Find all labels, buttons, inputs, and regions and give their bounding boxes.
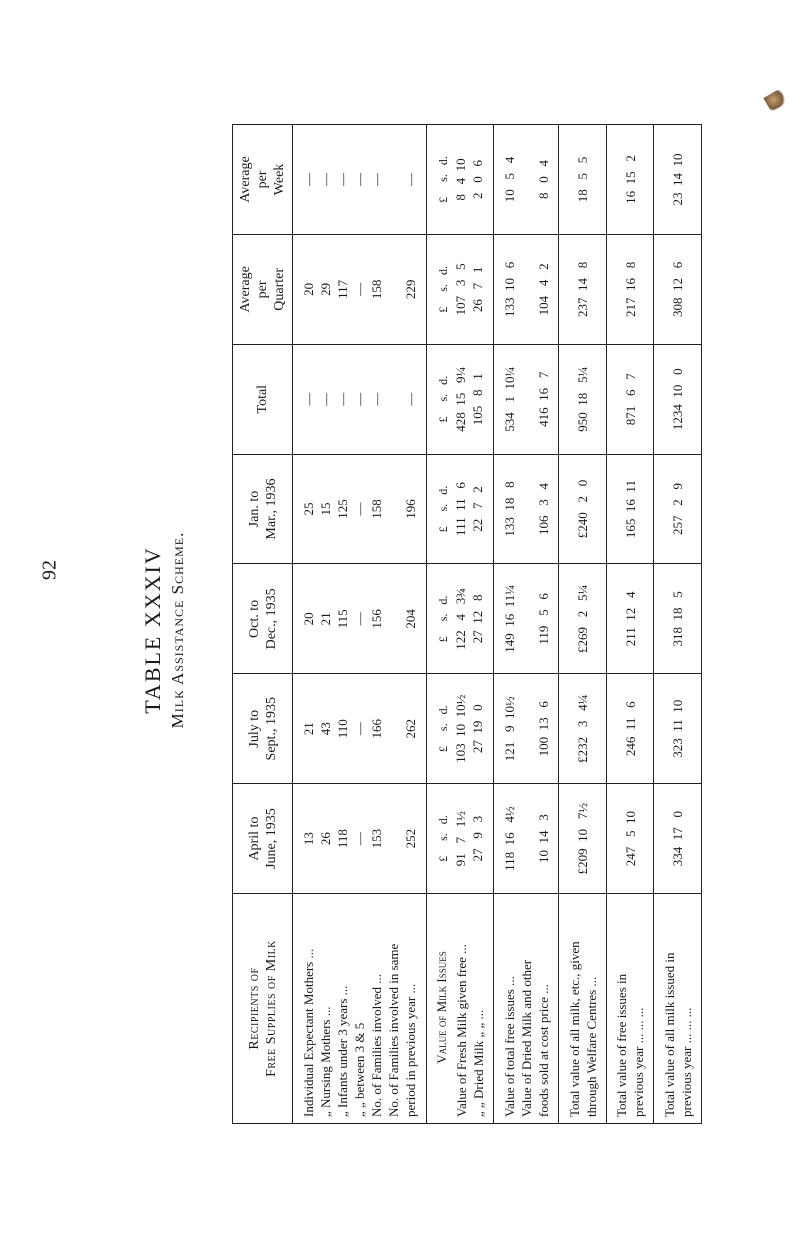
cell-free-prev-jan-mar: 165 16 11 bbox=[606, 454, 654, 564]
data-table bbox=[232, 124, 702, 1124]
cell-recipients-apr-jun: 13 26 118 — 153 252 bbox=[293, 784, 427, 894]
cell-free-sold-jul-sep: 121 9 10½ 100 13 6 bbox=[494, 674, 559, 784]
cell-welfare-jan-mar: £240 2 0 bbox=[559, 454, 607, 564]
row-label-welfare-centres-total: Total value of all milk, etc., given through Welfare Centres ... bbox=[559, 894, 607, 1124]
cell-all-prev-oct-dec: 318 18 5 bbox=[654, 564, 702, 674]
column-header-average-per-quarter: Average per Quarter bbox=[233, 234, 293, 344]
cell-recipients-avg-quarter: 20 29 117 — 158 229 bbox=[293, 234, 427, 344]
cell-free-sold-apr-jun: 118 16 4½ 10 14 3 bbox=[494, 784, 559, 894]
cell-welfare-avg-quarter: 237 14 8 bbox=[559, 234, 607, 344]
cell-milk-issues-avg-week: £ s. d. 8 4 10 2 0 6 bbox=[426, 125, 494, 235]
cell-free-prev-avg-quarter: 217 16 8 bbox=[606, 234, 654, 344]
row-label-recipients: Individual Expectant Mothers ... „ Nursing Mothers ... „ Infants under 3 years ... „ „ between 3 & 5 No. of Families involved ... No. of Families involved in same period in previous year ... bbox=[293, 894, 427, 1124]
table-number: TABLE XXXIV bbox=[140, 546, 165, 714]
cell-all-prev-jan-mar: 257 2 9 bbox=[654, 454, 702, 564]
header-row bbox=[233, 125, 293, 1124]
milk-assistance-table bbox=[232, 124, 702, 1124]
cell-welfare-total: 950 18 5¼ bbox=[559, 344, 607, 454]
cell-welfare-jul-sep: £232 3 4¼ bbox=[559, 674, 607, 784]
cell-recipients-jan-mar: 25 15 125 — 158 196 bbox=[293, 454, 427, 564]
cell-recipients-oct-dec: 20 21 115 — 156 204 bbox=[293, 564, 427, 674]
table-row-free-and-sold-issues bbox=[494, 125, 559, 1124]
cell-all-prev-avg-quarter: 308 12 6 bbox=[654, 234, 702, 344]
cell-free-sold-total: 534 1 10¼ 416 16 7 bbox=[494, 344, 559, 454]
cell-all-prev-apr-jun: 334 17 0 bbox=[654, 784, 702, 894]
column-header-oct-dec-1935: Oct. to Dec., 1935 bbox=[233, 564, 293, 674]
table-heading bbox=[130, 150, 200, 1110]
cell-welfare-oct-dec: £269 2 5¼ bbox=[559, 564, 607, 674]
cell-milk-issues-jan-mar: £ s. d. 111 11 6 22 7 2 bbox=[426, 454, 494, 564]
table-row-all-milk-previous-year bbox=[654, 125, 702, 1124]
table-row-recipients bbox=[293, 125, 427, 1124]
cell-all-prev-avg-week: 23 14 10 bbox=[654, 125, 702, 235]
column-header-average-per-week: Average per Week bbox=[233, 125, 293, 235]
cell-free-prev-total: 871 6 7 bbox=[606, 344, 654, 454]
cell-free-sold-avg-quarter: 133 10 6 104 4 2 bbox=[494, 234, 559, 344]
cell-welfare-avg-week: 18 5 5 bbox=[559, 125, 607, 235]
row-label-free-issues-previous-year: Total value of free issues in previous year ... ... ... bbox=[606, 894, 654, 1124]
cell-milk-issues-oct-dec: £ s. d. 122 4 3¾ 27 12 8 bbox=[426, 564, 494, 674]
cell-free-prev-jul-sep: 246 11 6 bbox=[606, 674, 654, 784]
cell-milk-issues-apr-jun: £ s. d. 91 7 1½ 27 9 3 bbox=[426, 784, 494, 894]
row-label-header: Recipients of Free Supplies of Milk bbox=[233, 894, 293, 1124]
cell-recipients-total: — — — — — — bbox=[293, 344, 427, 454]
cell-recipients-jul-sep: 21 43 110 — 166 262 bbox=[293, 674, 427, 784]
table-row-free-issues-previous-year bbox=[606, 125, 654, 1124]
table-row-welfare-centres-total bbox=[559, 125, 607, 1124]
cell-welfare-apr-jun: £209 10 7½ bbox=[559, 784, 607, 894]
row-label-all-milk-previous-year: Total value of all milk issued in previous year ... ... ... bbox=[654, 894, 702, 1124]
cell-free-prev-apr-jun: 247 5 10 bbox=[606, 784, 654, 894]
table-subtitle: Milk Assistance Scheme. bbox=[168, 531, 187, 729]
cell-all-prev-jul-sep: 323 11 10 bbox=[654, 674, 702, 784]
cell-free-prev-avg-week: 16 15 2 bbox=[606, 125, 654, 235]
cell-free-sold-oct-dec: 149 16 11¼ 119 5 6 bbox=[494, 564, 559, 674]
cell-milk-issues-total: £ s. d. 428 15 9¼ 105 8 1 bbox=[426, 344, 494, 454]
column-header-jan-mar-1936: Jan. to Mar., 1936 bbox=[233, 454, 293, 564]
cell-milk-issues-avg-quarter: £ s. d. 107 3 5 26 7 1 bbox=[426, 234, 494, 344]
cell-milk-issues-jul-sep: £ s. d. 103 10 10½ 27 19 0 bbox=[426, 674, 494, 784]
row-label-free-and-sold-issues: Value of total free issues ... Value of Dried Milk and other foods sold at cost price ... bbox=[494, 894, 559, 1124]
cell-free-sold-avg-week: 10 5 4 8 0 4 bbox=[494, 125, 559, 235]
column-header-total: Total bbox=[233, 344, 293, 454]
cell-recipients-avg-week: — — — — — — bbox=[293, 125, 427, 235]
page-number: 92 bbox=[38, 560, 61, 580]
corner-stain-mark bbox=[763, 88, 788, 112]
column-header-jul-sep-1935: July to Sept., 1935 bbox=[233, 674, 293, 784]
cell-free-sold-jan-mar: 133 18 8 106 3 4 bbox=[494, 454, 559, 564]
cell-all-prev-total: 1234 10 0 bbox=[654, 344, 702, 454]
cell-free-prev-oct-dec: 211 12 4 bbox=[606, 564, 654, 674]
table-row-value-of-milk-issues bbox=[426, 125, 494, 1124]
row-label-value-of-milk-issues: Value of Milk Issues Value of Fresh Milk given free ... „ „ Dried Milk „ „ ... bbox=[426, 894, 494, 1124]
column-header-apr-jun-1935: April to June, 1935 bbox=[233, 784, 293, 894]
